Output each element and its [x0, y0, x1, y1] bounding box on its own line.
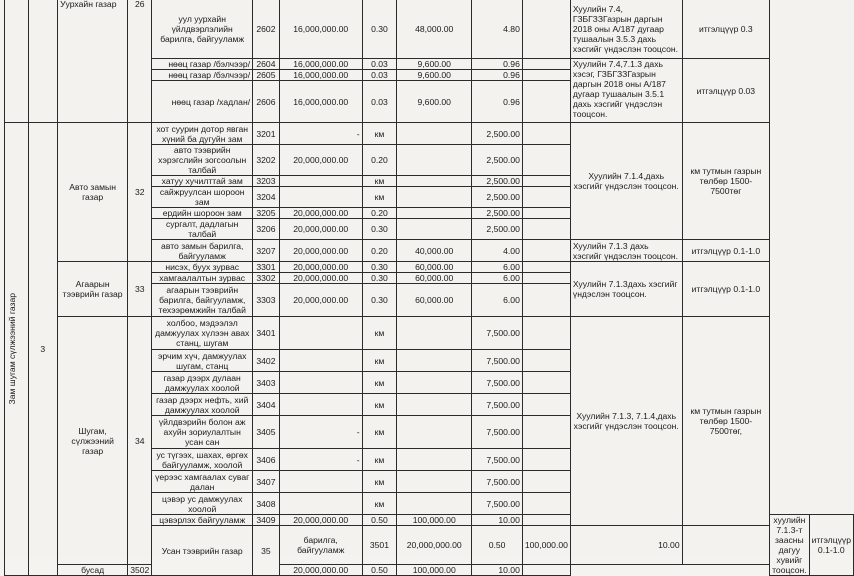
row-amount [397, 372, 472, 394]
row-code: 3405 [253, 416, 280, 449]
row-fee: 7,500.00 [472, 471, 523, 493]
row-amount: 9,600.00 [397, 70, 472, 81]
row-amount: 60,000.00 [397, 262, 472, 273]
row-amount [397, 471, 472, 493]
row-code: 3403 [253, 372, 280, 394]
row-fee: 2,500.00 [472, 208, 523, 219]
row-description: үерээс хамгаалах суваг далан [152, 471, 253, 493]
row-fee: 0.96 [472, 70, 523, 81]
category-number: 33 [128, 262, 152, 317]
row-fee: 2,500.00 [472, 145, 523, 176]
row-price: 20,000,000.00 [279, 240, 362, 262]
row-amount [397, 187, 472, 208]
row-description: уул уурхайн үйлдвэрлэлийн барилга, байгууламж [152, 0, 253, 59]
row-description: холбоо, мэдээлэл дамжуулах хүлээн авах станц, шугам [152, 317, 253, 350]
row-amount: 60,000.00 [397, 273, 472, 284]
row-amount: 40,000.00 [397, 240, 472, 262]
row-fee: 4.80 [472, 0, 523, 59]
legal-note: Хуулийн 7.1.3 дахь хэсгийг үндэслэн тооцсон. [570, 240, 682, 262]
legal-note: Хуулийн 7.1.3дахь хэсгийг үндэслэн тооцсон. [570, 262, 682, 317]
row-code: 3303 [253, 284, 280, 317]
row-code: 3501 [362, 526, 397, 565]
row-coef: км [362, 394, 397, 416]
row-amount [397, 123, 472, 145]
row-code: 2605 [253, 70, 280, 81]
row-coef: 0.03 [362, 70, 397, 81]
row-coef: 0.50 [362, 515, 397, 526]
table-row [5, 262, 854, 273]
row-code: 3301 [253, 262, 280, 273]
coef-note: итгэлцүүр 0.03 [682, 59, 769, 123]
row-price [279, 350, 362, 372]
row-code: 3409 [253, 515, 280, 526]
row-description: ус түгээх, шахах, өргөх байгууламж, хоолой [152, 449, 253, 471]
row-price: 20,000,000.00 [279, 515, 362, 526]
row-code: 3407 [253, 471, 280, 493]
category-name: Агаарын тээврийн газар [58, 262, 128, 317]
row-code: 2606 [253, 81, 280, 123]
row-amount [397, 176, 472, 187]
row-price: 20,000,000.00 [279, 219, 362, 240]
row-fee: 2,500.00 [472, 219, 523, 240]
row-price [279, 372, 362, 394]
row-description: нисэх, буух зурвас [152, 262, 253, 273]
row-fee: 2,500.00 [472, 123, 523, 145]
coef-note: итгэлцүүр 0.1-1.0 [682, 240, 769, 262]
row-description: барилга, байгууламж [279, 526, 362, 565]
row-amount [397, 449, 472, 471]
row-description: газар дээрх нефть, хий дамжуулах хоолой [152, 394, 253, 416]
row-coef: км [362, 493, 397, 515]
row-coef: км [362, 449, 397, 471]
row-coef: 0.20 [362, 240, 397, 262]
row-price: - [279, 416, 362, 449]
row-code: 3203 [253, 176, 280, 187]
row-price: 20,000,000.00 [279, 208, 362, 219]
row-fee: 0.96 [472, 59, 523, 70]
row-description: бусад [58, 565, 128, 576]
category-name: Уурхайн газар [58, 0, 128, 123]
row-description: нөөц газар /хадлан/ [152, 81, 253, 123]
row-code: 3401 [253, 317, 280, 350]
row-price: 16,000,000.00 [279, 0, 362, 59]
row-fee: 4.00 [472, 240, 523, 262]
row-code: 3406 [253, 449, 280, 471]
row-description: авто тээврийн хэрэгслийн зогсоолын талбай [152, 145, 253, 176]
row-fee: 7,500.00 [472, 493, 523, 515]
legal-note: Хуулийн 7.1.4,дахь хэсгийг үндэслэн тооцсон. [570, 123, 682, 240]
row-description: газар дээрх дулаан дамжуулах хоолой [152, 372, 253, 394]
row-price: 20,000,000.00 [397, 526, 472, 565]
row-fee: 2,500.00 [472, 176, 523, 187]
category-name: Шугам, сүлжээний газар [58, 317, 128, 565]
row-description: агаарын тээврийн барилга, байгууламж, техээрөмжийн талбай [152, 284, 253, 317]
row-coef: км [362, 350, 397, 372]
row-code: 3402 [253, 350, 280, 372]
row-description: сайжруулсан шороон зам [152, 187, 253, 208]
row-fee: 7,500.00 [472, 416, 523, 449]
row-coef: 0.50 [472, 526, 523, 565]
row-coef: 0.30 [362, 219, 397, 240]
row-fee: 2,500.00 [472, 187, 523, 208]
category-number: 34 [128, 317, 152, 565]
row-amount: 9,600.00 [397, 59, 472, 70]
row-code: 2604 [253, 59, 280, 70]
legal-note: Хуулийн 7.4,7.1.3 дахь хэсэг, ГЗБГЗЗГазрын даргын 2018 оны А/187 дугаар тушаалын 3.5.1 дахь хэсгийг үндэслэн тооцсон. [570, 59, 682, 123]
row-coef: 0.30 [362, 0, 397, 59]
row-code: 3502 [128, 565, 152, 576]
row-price: 20,000,000.00 [279, 145, 362, 176]
row-coef: 0.03 [362, 81, 397, 123]
row-coef: км [362, 372, 397, 394]
row-coef: 0.03 [362, 59, 397, 70]
row-coef: 0.30 [362, 284, 397, 317]
row-amount: 100,000.00 [522, 526, 570, 565]
row-amount [397, 145, 472, 176]
row-amount: 9,600.00 [397, 81, 472, 123]
row-code: 3202 [253, 145, 280, 176]
legal-note: хуулийн 7.1.3-т заасны дагуу хувийг тооцсон. [770, 515, 810, 576]
row-coef: км [362, 187, 397, 208]
table-row [5, 123, 854, 145]
section-header-cell [5, 123, 29, 576]
row-fee: 7,500.00 [472, 350, 523, 372]
row-amount [397, 394, 472, 416]
category-name: Усан тээврийн газар [152, 526, 253, 576]
row-coef: км [362, 176, 397, 187]
row-price: 16,000,000.00 [279, 59, 362, 70]
row-code: 3206 [253, 219, 280, 240]
row-amount [397, 219, 472, 240]
row-code: 2602 [253, 0, 280, 59]
row-amount [397, 317, 472, 350]
row-price: - [279, 123, 362, 145]
row-description: хамгаалалтын зурвас [152, 273, 253, 284]
row-fee: 7,500.00 [472, 449, 523, 471]
row-amount: 48,000.00 [397, 0, 472, 59]
row-description: эрчим хүч, дамжуулах шугам, станц [152, 350, 253, 372]
row-amount: 60,000.00 [397, 284, 472, 317]
coef-note: итгэлцүүр 0.1-1.0 [809, 515, 853, 576]
row-code: 3302 [253, 273, 280, 284]
row-coef: 0.50 [362, 565, 397, 576]
row-coef: 0.30 [362, 262, 397, 273]
row-price: 20,000,000.00 [279, 273, 362, 284]
row-description: нөөц газар /бэлчээр/ [152, 59, 253, 70]
row-fee: 6.00 [472, 262, 523, 273]
row-coef: км [362, 416, 397, 449]
row-amount: 100,000.00 [397, 565, 472, 576]
row-price [279, 187, 362, 208]
category-number: 26 [128, 0, 152, 123]
table-row [5, 0, 854, 59]
row-fee: 10.00 [472, 565, 523, 576]
category-number: 35 [253, 526, 280, 576]
row-code: 3404 [253, 394, 280, 416]
row-price: 16,000,000.00 [279, 70, 362, 81]
row-fee: 7,500.00 [472, 394, 523, 416]
row-description: хатуу хучилттай зам [152, 176, 253, 187]
row-price: 20,000,000.00 [279, 284, 362, 317]
row-price [279, 471, 362, 493]
legal-note: Хуулийн 7.1.3, 7.1.4,дахь хэсгийг үндэслэн тооцсон. [570, 317, 682, 526]
row-code: 3204 [253, 187, 280, 208]
coef-note: км тутмын газрын төлбөр 1500-7500төг, [682, 317, 769, 526]
row-coef: км [362, 317, 397, 350]
row-description: нөөц газар /бэлчээр/ [152, 70, 253, 81]
row-amount [397, 493, 472, 515]
row-fee: 10.00 [472, 515, 523, 526]
section-header: Зам шугам сүлжээний газар [7, 293, 17, 405]
coef-note: итгэлцүүр 0.3 [682, 0, 769, 59]
row-description: цэвэр ус дамжуулах хоолой [152, 493, 253, 515]
row-amount [397, 350, 472, 372]
row-price: 16,000,000.00 [279, 81, 362, 123]
coef-note: итгэлцүүр 0.1-1.0 [682, 262, 769, 317]
row-fee: 7,500.00 [472, 372, 523, 394]
row-description: авто замын барилга, байгууламж [152, 240, 253, 262]
row-fee: 10.00 [570, 526, 682, 565]
row-price [279, 493, 362, 515]
row-description: ердийн шороон зам [152, 208, 253, 219]
row-description: үйлдвэрийн болон аж ахуйн зориулалтын усан сан [152, 416, 253, 449]
coef-note: км тутмын газрын төлбөр 1500-7500төг [682, 123, 769, 240]
row-code: 3207 [253, 240, 280, 262]
row-price: - [279, 449, 362, 471]
row-description: цэвэрлэх байгууламж [152, 515, 253, 526]
legal-note: Хуулийн 7.4, ГЗБГЗЗГазрын даргын 2018 оны А/187 дугаар тушаалын 3.5.3 дахь хэсгийг үндэслэн тооцсон. [570, 0, 682, 59]
row-coef: 0.20 [362, 208, 397, 219]
row-code: 3408 [253, 493, 280, 515]
row-code: 3205 [253, 208, 280, 219]
row-fee: 6.00 [472, 284, 523, 317]
row-fee: 6.00 [472, 273, 523, 284]
row-coef: км [362, 471, 397, 493]
table-row [5, 565, 854, 576]
table-row [5, 317, 854, 350]
row-code: 3201 [253, 123, 280, 145]
row-amount [397, 416, 472, 449]
row-fee: 0.96 [472, 81, 523, 123]
row-amount [397, 208, 472, 219]
row-price [279, 176, 362, 187]
row-amount: 100,000.00 [397, 515, 472, 526]
category-name: Авто замын газар [58, 123, 128, 262]
land-fee-table [4, 0, 854, 576]
row-price [279, 394, 362, 416]
group-number: 3 [28, 123, 58, 576]
row-coef: 0.30 [362, 273, 397, 284]
row-coef: 0.20 [362, 145, 397, 176]
row-description: хот суурин дотор явган хүний ба дугуйн зам [152, 123, 253, 145]
row-price: 20,000,000.00 [279, 565, 362, 576]
row-price [279, 317, 362, 350]
row-description: сургалт, дадлагын талбай [152, 219, 253, 240]
row-coef: км [362, 123, 397, 145]
category-number: 32 [128, 123, 152, 262]
row-price: 20,000,000.00 [279, 262, 362, 273]
row-fee: 7,500.00 [472, 317, 523, 350]
